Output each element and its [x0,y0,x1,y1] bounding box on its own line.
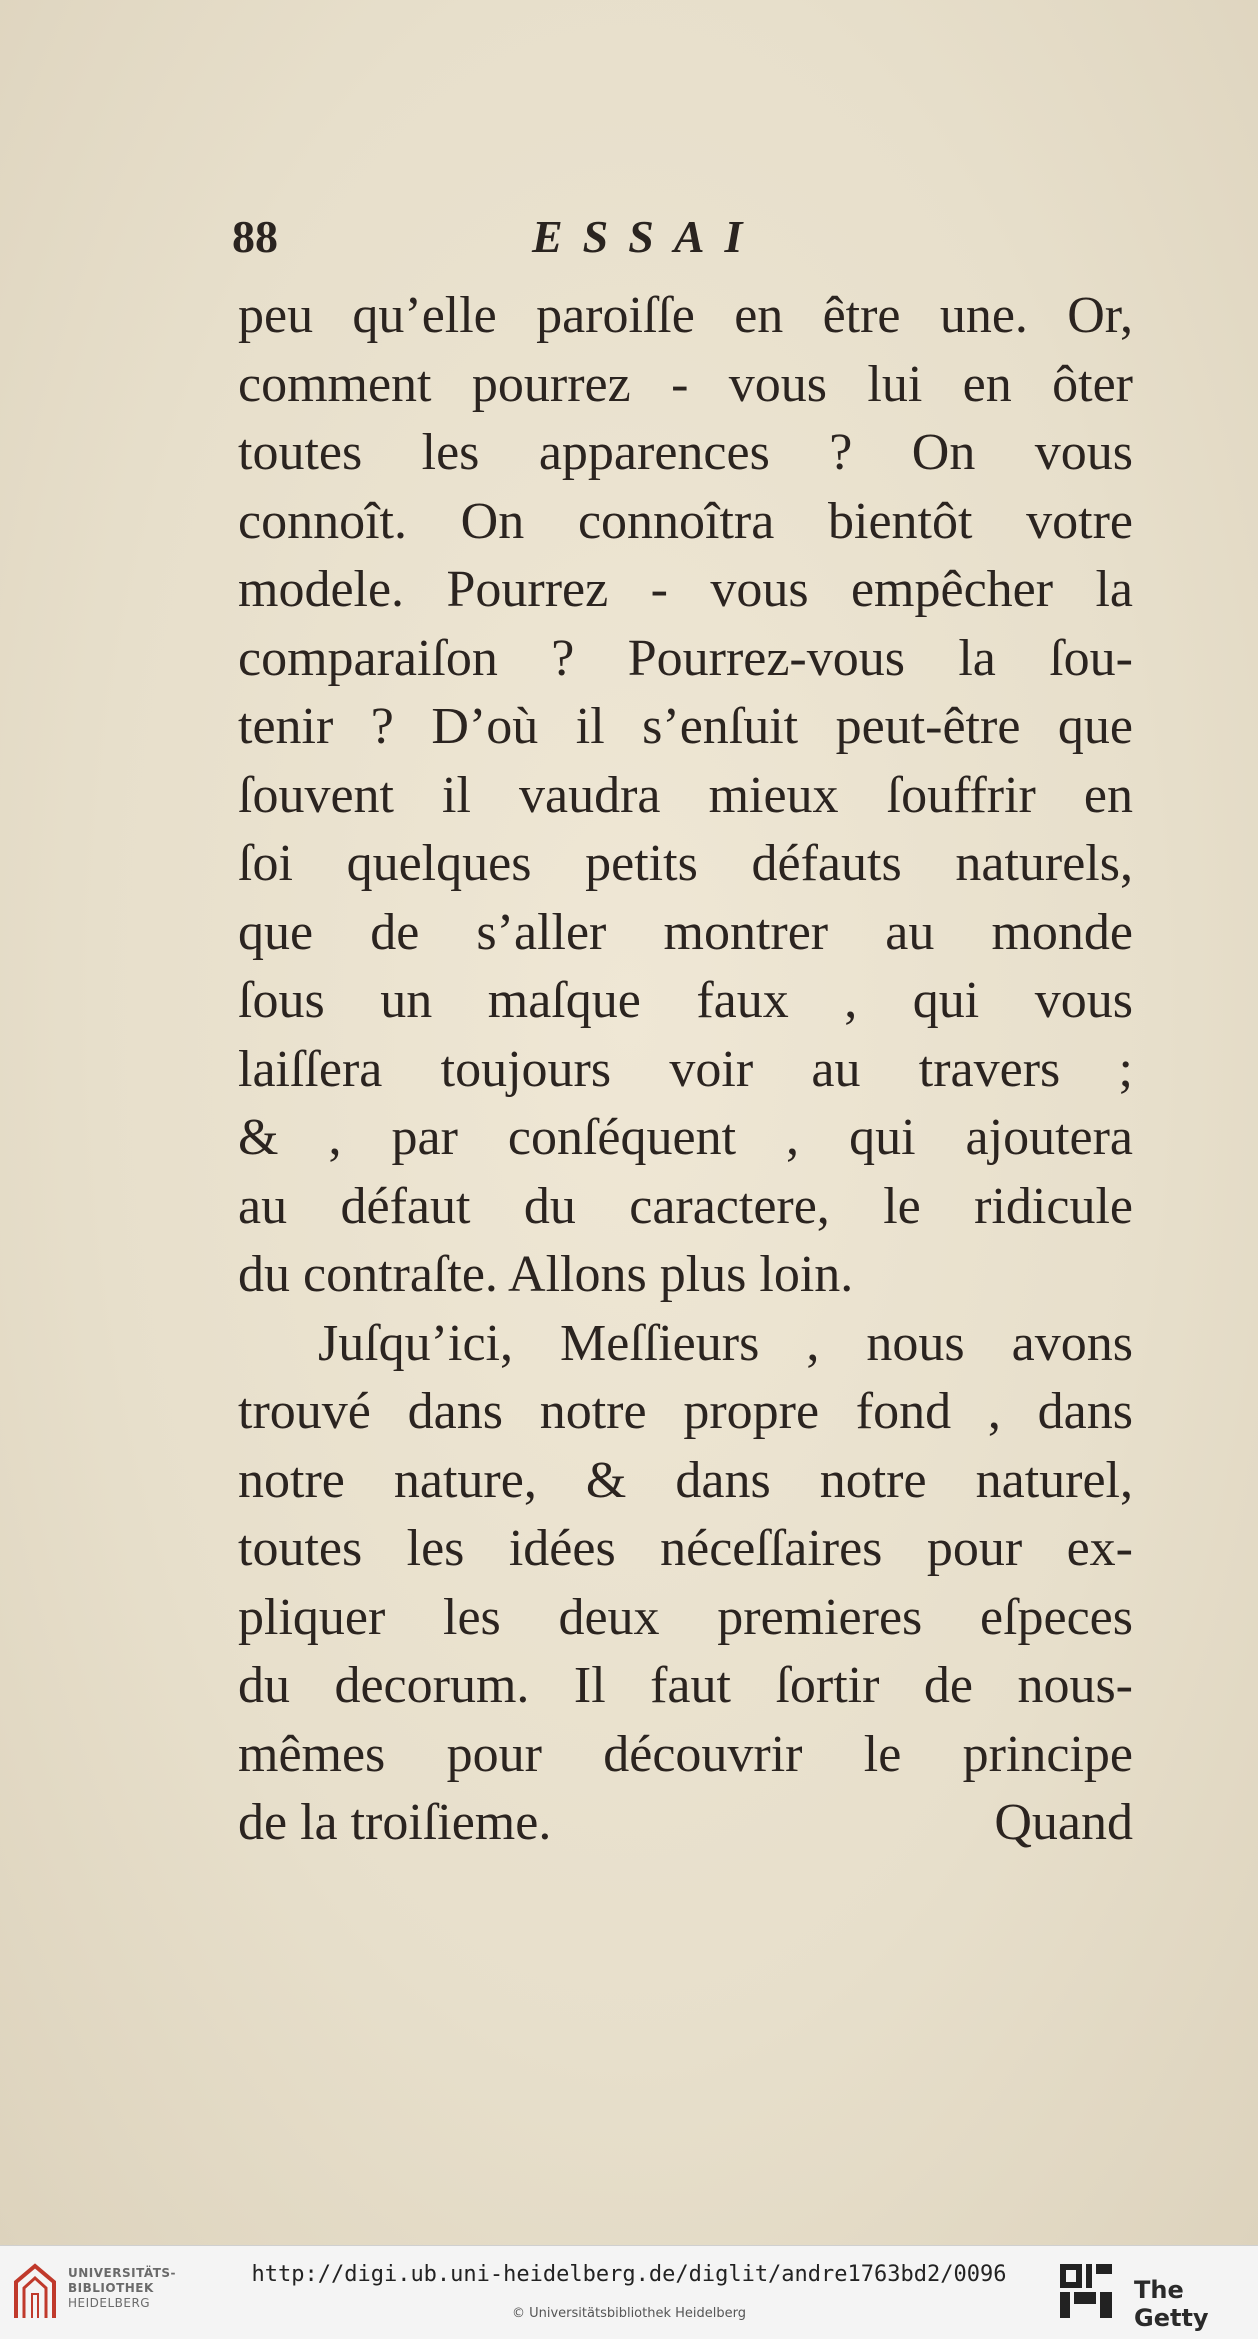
text-line: Juſqu’ici, Meſſieurs , nous avons [318,1314,1133,1372]
text-line: toutes les idées néceſſaires pour ex- [238,1520,1133,1577]
permalink-url[interactable]: http://digi.ub.uni-heidelberg.de/diglit/andre1763bd2/0096 [251,2262,1007,2287]
text-line: ſous un maſque faux , qui vous [238,972,1133,1029]
library-name-line2: BIBLIOTHEK [68,2281,154,2295]
text-line: laiſſera toujours voir au travers ; [238,1040,1133,1098]
page-header [232,210,1132,280]
text-line-final-left: de la troiſieme. [238,1794,552,1851]
catchword: Quand [994,1794,1133,1851]
running-head: ESSAI [532,211,763,262]
text-line: du contraſte. Allons plus loin. [238,1246,854,1303]
text-line: du decorum. Il faut ſortir de nous- [238,1657,1133,1714]
text-line: pliquer les deux premieres eſpeces [238,1588,1133,1646]
library-name-line3: HEIDELBERG [68,2296,151,2310]
page-number: 88 [232,211,278,262]
getty-name: The Getty [1134,2276,1209,2332]
text-line: modele. Pourrez - vous empêcher la [238,561,1133,618]
text-line: comparaiſon ? Pourrez-vous la ſou- [238,629,1133,687]
text-line-final [238,1789,1133,1858]
copyright-notice: © Universitätsbibliothek Heidelberg [511,2306,746,2321]
text-line: que de s’aller montrer au monde [238,903,1133,961]
text-line: & , par conſéquent , qui ajoutera [238,1109,1133,1166]
viewer-footer [0,2245,1258,2339]
text-line: tenir ? D’où il s’enſuit peut-être que [238,698,1133,755]
getty-logo-icon [1056,2260,1116,2322]
text-line: ſouvent il vaudra mieux ſouffrir en [238,766,1133,824]
text-line: comment pourrez - vous lui en ôter [238,355,1133,413]
text-line: peu qu’elle paroiſſe en être une. Or, [238,287,1133,344]
library-name-line1: UNIVERSITÄTS- [68,2266,177,2280]
text-line: ſoi quelques petits défauts naturels, [238,835,1133,892]
text-line: toutes les apparences ? On vous [238,424,1133,481]
text-line: trouvé dans notre propre fond , dans [238,1383,1133,1440]
body-text [238,282,1133,1858]
text-line: au défaut du caractere, le ridicule [238,1177,1133,1235]
text-line: notre nature, & dans notre naturel, [238,1451,1133,1509]
text-line: mêmes pour découvrir le principe [238,1725,1133,1783]
text-line: connoît. On connoîtra bientôt votre [238,492,1133,550]
